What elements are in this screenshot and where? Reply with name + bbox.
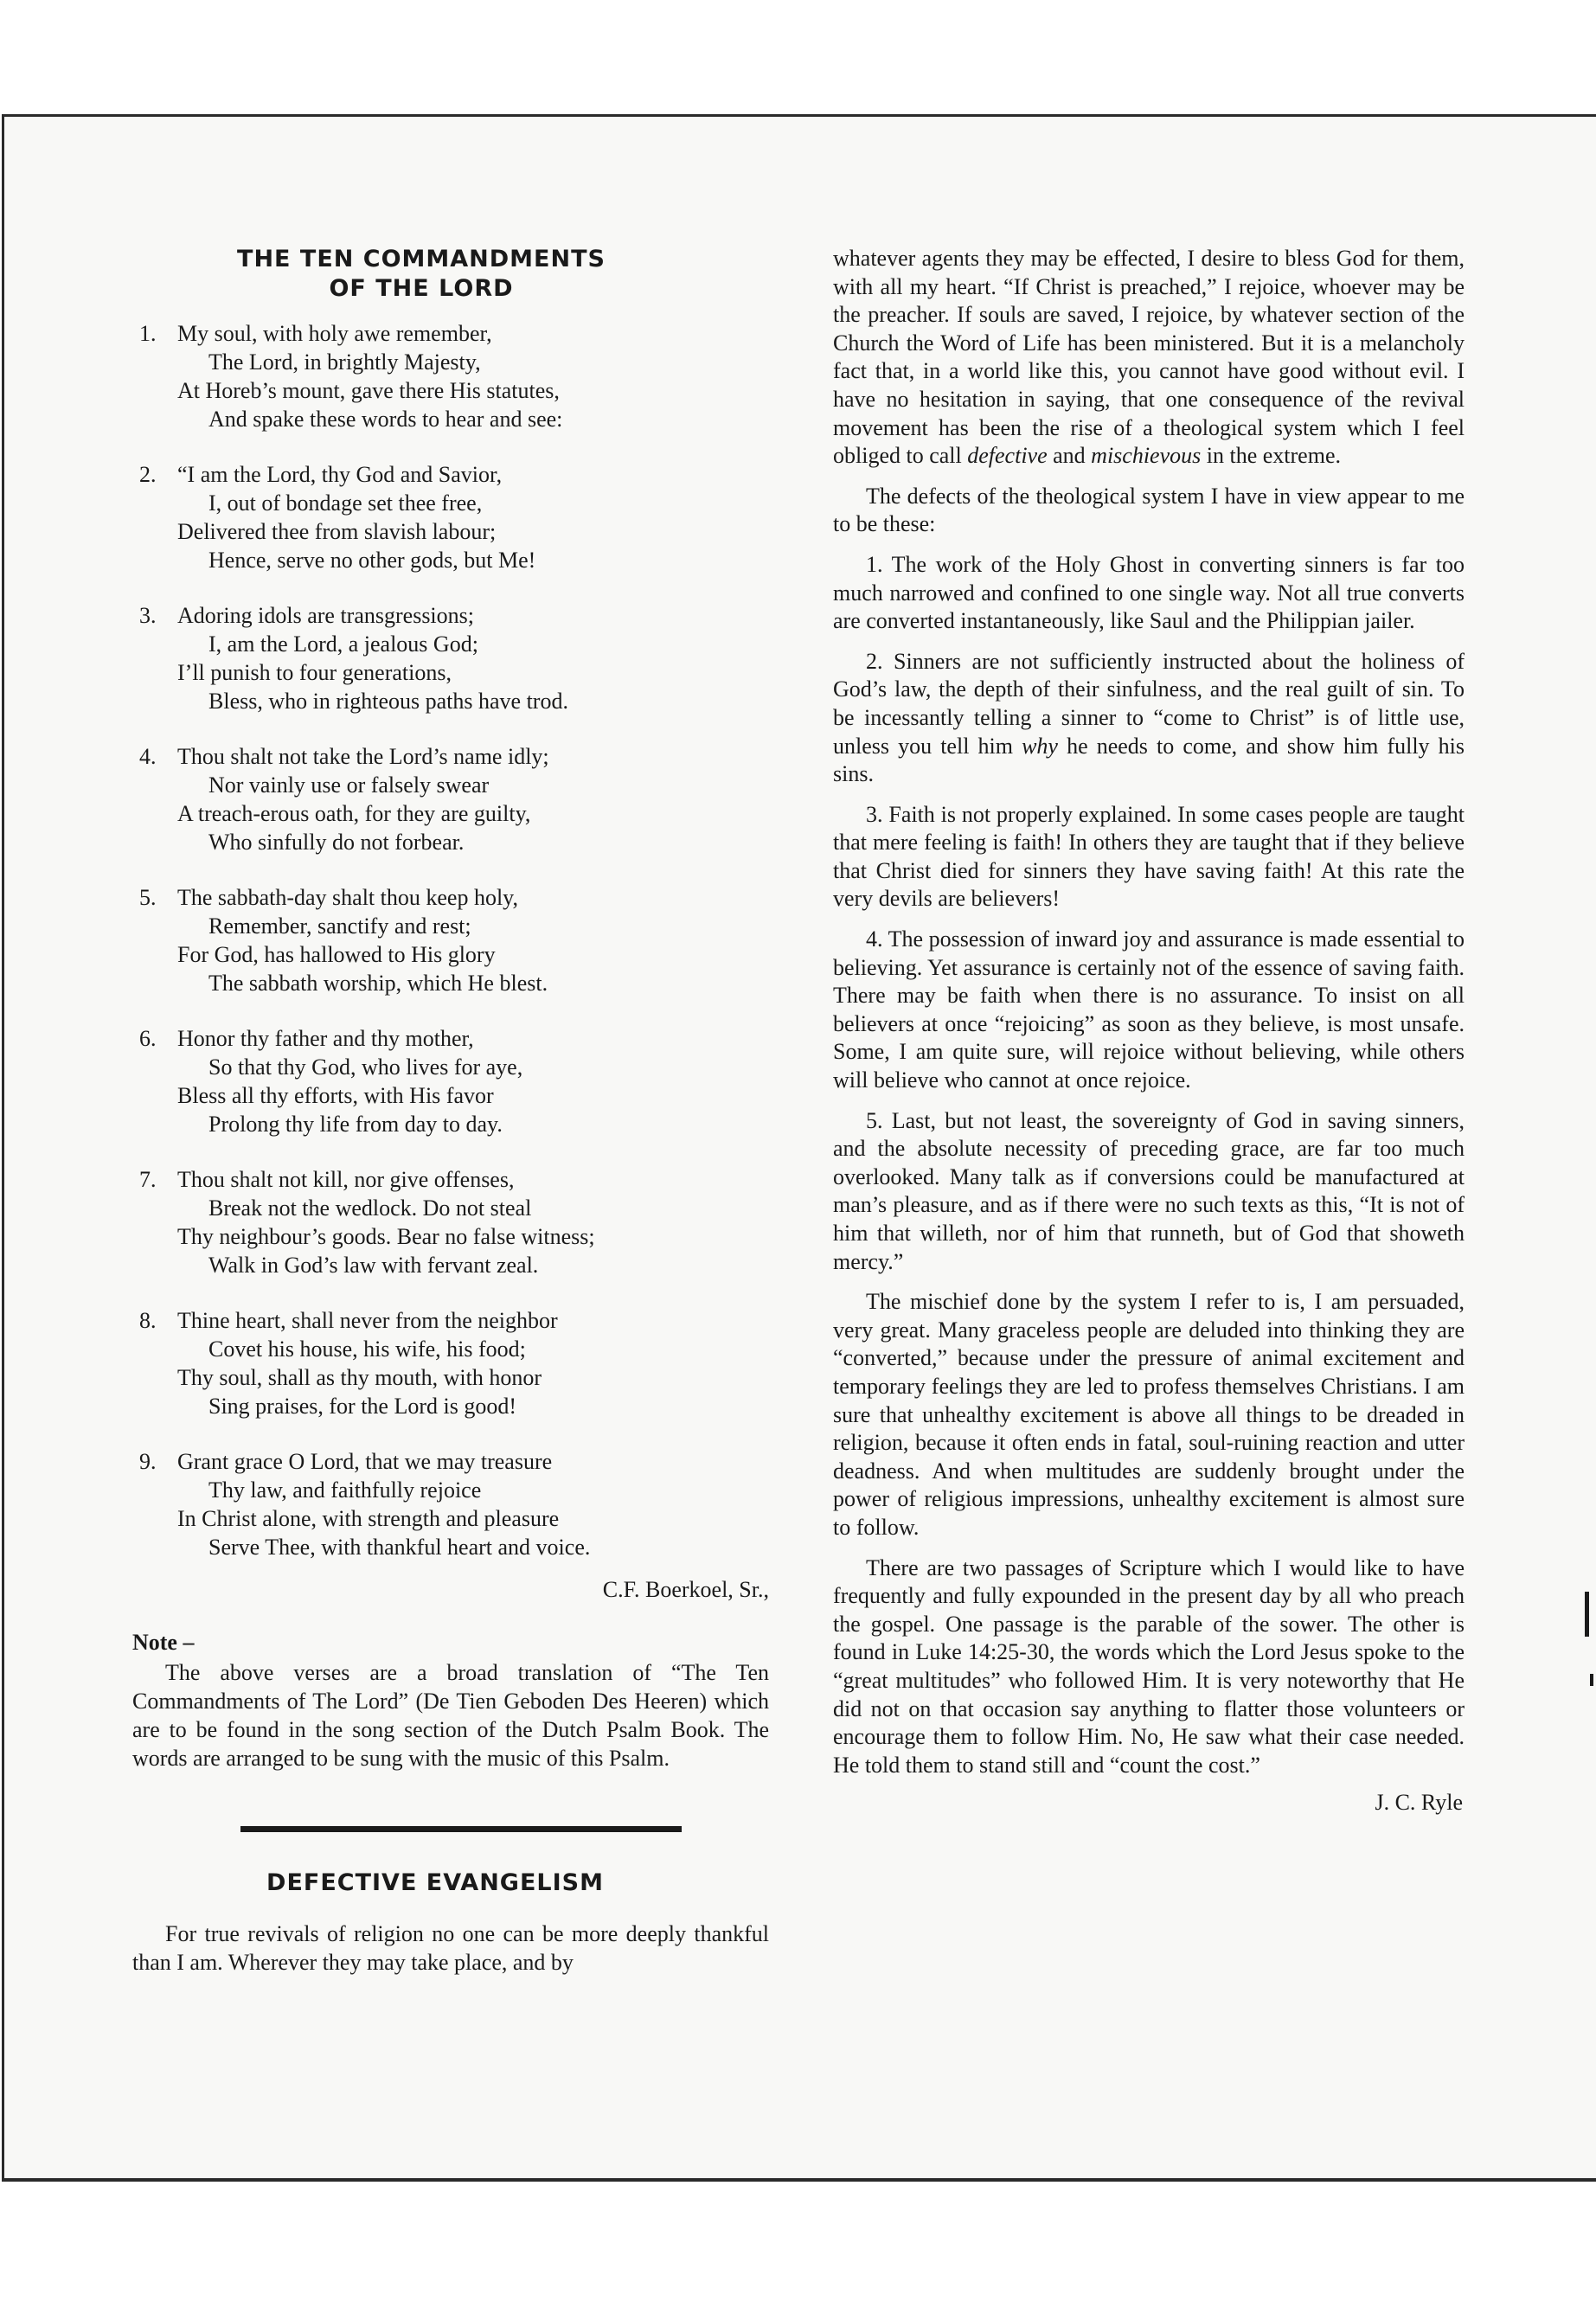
verse-line	[132, 828, 769, 856]
verse-number: 9.	[139, 1449, 157, 1474]
verse-line-text: My soul, with holy awe remember,	[177, 321, 492, 346]
commandments-title-line2: OF THE LORD	[329, 275, 514, 302]
verse-line	[132, 1533, 769, 1561]
verse	[132, 1306, 769, 1420]
verse-line	[132, 1110, 769, 1138]
verse-line	[132, 1392, 769, 1420]
verse-line-text: The sabbath worship, which He blest.	[208, 971, 548, 996]
verse-line	[132, 969, 769, 997]
verse	[132, 742, 769, 856]
mischief-paragraph: The mischief done by the system I refer to is, I am persuaded, very great. Many graceless people are deluded into thinking they are “converted,” because under the pressure of animal excitement and temporary feelings they are led to profess themselves Christians. I am sure that unhealthy excitement is above all things to be dreaded in religion, because it often ends in fatal, soul-ruining reaction and utter deadness. And when multitudes are suddenly brought under the power of religious impressions, unhealthy excitement is almost sure to follow.	[833, 1289, 1465, 1540]
verse	[132, 319, 769, 433]
defects-intro: The defects of the theological system I have in view appear to me to be these:	[833, 483, 1465, 537]
verse-number: 1.	[139, 321, 157, 346]
verse-line-text: Who sinfully do not forbear.	[208, 830, 465, 855]
verse-number: 8.	[139, 1308, 157, 1333]
verses-list	[132, 319, 769, 1561]
commandments-title-line1: THE TEN COMMANDMENTS	[237, 246, 606, 272]
verse-line-text: The sabbath-day shalt thou keep holy,	[177, 885, 518, 910]
verse-line	[132, 1165, 769, 1194]
verse-line-text: Adoring idols are transgressions;	[177, 603, 475, 628]
verse-line-text: Thy neighbour’s goods. Bear no false witness;	[177, 1224, 595, 1249]
verse-line	[132, 940, 769, 969]
section-divider	[240, 1826, 682, 1832]
verse-line	[132, 1363, 769, 1392]
note-text: The above verses are a broad translation of “The Ten Commandments of The Lord” (De Tien Geboden Des Heeren) which are to be found in the song section of the Dutch Psalm Book. The words are arranged to be sung with the music of this Psalm.	[132, 1660, 769, 1771]
verse-line	[132, 883, 769, 912]
verse-line-text: And spake these words to hear and see:	[208, 407, 563, 432]
verse-line	[132, 489, 769, 517]
verse-line	[132, 1335, 769, 1363]
verse-line-text: Covet his house, his wife, his food;	[208, 1336, 526, 1362]
verse-line-text: Bless, who in righteous paths have trod.	[208, 689, 568, 714]
verse-line-text: Thou shalt not take the Lord’s name idly;	[177, 744, 549, 769]
poem-signature: C.F. Boerkoel, Sr.,	[602, 1577, 769, 1602]
verse-line	[132, 658, 769, 687]
verse-line	[132, 630, 769, 658]
verse-line-text: Prolong thy life from day to day.	[208, 1112, 503, 1137]
verse-line-text: I’ll punish to four generations,	[177, 660, 452, 685]
verse-line	[132, 1194, 769, 1222]
verse-line-text: Serve Thee, with thankful heart and voice.	[208, 1535, 591, 1560]
defect-point-4: 4. The possession of inward joy and assurance is made essential to believing. Yet assurance is certainly not of the essence of saving faith. There may be faith when there is no assurance. To insist on all believers at once “rejoicing” as soon as they believe, is most unsafe. Some, I am quite sure, will rejoice without believing, while others will believe who cannot at once rejoice.	[833, 926, 1465, 1093]
verse-line-text: Grant grace O Lord, that we may treasure	[177, 1449, 553, 1474]
verse-line-text: I, am the Lord, a jealous God;	[208, 631, 478, 657]
verse-line-text: Thy law, and faithfully rejoice	[208, 1477, 482, 1503]
emphasis-defective: defective	[967, 443, 1048, 469]
verse-line-text: Hence, serve no other gods, but Me!	[208, 548, 536, 573]
verse	[132, 883, 769, 997]
verse-line	[132, 1053, 769, 1081]
emphasis-mischievous: mischievous	[1091, 443, 1202, 469]
verse-line	[132, 1251, 769, 1279]
verse-line	[132, 546, 769, 574]
scanned-page	[2, 114, 1596, 2182]
scripture-passages-paragraph: There are two passages of Scripture which I would like to have frequently and fully expounded in the present day by all who preach the gospel. One passage is the parable of the sower. The other is found in Luke 14:25-30, the words which the Lord Jesus spoke to the “great multitudes” who followed Him. It is very noteworthy that He did not on that occasion say anything to flatter those volunteers or encourage them to follow Him. No, He saw what their case needed. He told them to stand still and “count the cost.”	[833, 1554, 1465, 1778]
defect-point-5: 5. Last, but not least, the sovereignty of God in saving sinners, and the absolute necessity of preceding grace, are far too much overlooked. Many talk as if conversions could be manufactured at man’s pleasure, and as if there were no such texts as this, “It is not of him that willeth, nor of him that runneth, but of God that showeth mercy.”	[833, 1107, 1465, 1274]
verse-line-text: The Lord, in brightly Majesty,	[208, 349, 481, 375]
verse-line-text: Thine heart, shall never from the neighbor	[177, 1308, 558, 1333]
verse-line-text: Honor thy father and thy mother,	[177, 1026, 474, 1051]
verse-line	[132, 742, 769, 771]
point2-text-a: 2. Sinners are not sufficiently instructed about the holiness of God’s law, the depth of their sinfulness, and the real guilt of sin. To be incessantly telling a sinner to “come to Christ” is of little use, unless you tell him	[833, 648, 1465, 759]
verse-number: 5.	[139, 885, 157, 910]
verse-line-text: So that thy God, who lives for aye,	[208, 1054, 523, 1080]
continuation-and: and	[1053, 443, 1086, 469]
verse-number: 6.	[139, 1026, 157, 1051]
continuation-end: in the extreme.	[1206, 443, 1341, 469]
verse-number: 4.	[139, 744, 157, 769]
verse-line	[132, 1476, 769, 1504]
verse-line	[132, 1504, 769, 1533]
verse-number: 2.	[139, 462, 157, 487]
verse-line-text: I, out of bondage set thee free,	[208, 490, 483, 516]
verse-number: 7.	[139, 1167, 157, 1192]
evangelism-title: DEFECTIVE EVANGELISM	[266, 1869, 604, 1896]
verse-line	[132, 687, 769, 715]
verse-line	[132, 1081, 769, 1110]
verse-line	[132, 405, 769, 433]
commandments-title	[162, 245, 681, 304]
verse-line-text: For God, has hallowed to His glory	[177, 942, 496, 967]
evangelism-continuation	[833, 245, 1465, 471]
verse-line	[132, 460, 769, 489]
verse-line	[132, 912, 769, 940]
defect-point-1: 1. The work of the Holy Ghost in converting sinners is far too much narrowed and confined to one single way. Not all true converts are converted instantaneously, like Saul and the Philippian jailer.	[833, 551, 1465, 634]
verse-line	[132, 319, 769, 348]
verse-number: 3.	[139, 603, 157, 628]
continuation-text: whatever agents they may be effected, I desire to bless God for them, with all my heart. “If Christ is preached,” I rejoice, whoever may be the preacher. If souls are saved, I rejoice, by whatever section of the Church the Word of Life has been ministered. But it is a melancholy fact that, in a world like this, you cannot have good without evil. I have no hesitation in saying, that one consequence of the revival movement has been the rise of a theological system which I feel obliged to call	[833, 246, 1465, 469]
verse-line	[132, 1447, 769, 1476]
author-signature: J. C. Ryle	[1375, 1790, 1463, 1816]
verse-line-text: Sing praises, for the Lord is good!	[208, 1394, 517, 1419]
verse-line-text: Thy soul, shall as thy mouth, with honor	[177, 1365, 542, 1390]
verse-line	[132, 771, 769, 799]
verse	[132, 460, 769, 574]
verse-line-text: A treach-erous oath, for they are guilty,	[177, 801, 531, 826]
verse-line-text: Thou shalt not kill, nor give offenses,	[177, 1167, 515, 1192]
verse-line	[132, 517, 769, 546]
defect-point-3: 3. Faith is not properly explained. In some cases people are taught that mere feeling is faith! In others they are taught that if they believe that Christ died for sinners they have saving faith! At this rate the very devils are believers!	[833, 801, 1465, 912]
verse-line-text: In Christ alone, with strength and pleasure	[177, 1506, 560, 1531]
verse-line	[132, 376, 769, 405]
verse-line-text: Bless all thy efforts, with His favor	[177, 1083, 494, 1108]
verse	[132, 1165, 769, 1279]
verse-line	[132, 348, 769, 376]
verse-line	[132, 1222, 769, 1251]
verse-line	[132, 601, 769, 630]
verse-line-text: Walk in God’s law with fervant zeal.	[208, 1253, 539, 1278]
verse-line	[132, 799, 769, 828]
note-label: Note –	[132, 1630, 195, 1655]
verse-line	[132, 1024, 769, 1053]
right-column	[833, 245, 1465, 1817]
verse-line-text: Remember, sanctify and rest;	[208, 913, 471, 939]
verse-line-text: Nor vainly use or falsely swear	[208, 772, 490, 798]
verse-line-text: Delivered thee from slavish labour;	[177, 519, 497, 544]
scan-edge-mark	[1590, 1674, 1593, 1686]
verse-line-text: At Horeb’s mount, gave there His statutes,	[177, 378, 560, 403]
evangelism-intro: For true revivals of religion no one can be more deeply thankful than I am. Wherever they may take place, and by	[132, 1921, 769, 1975]
verse-line-text: Break not the wedlock. Do not steal	[208, 1195, 532, 1221]
verse-line	[132, 1306, 769, 1335]
point2-text-b: he needs to come, and show him fully his sins.	[833, 733, 1465, 787]
verse	[132, 1024, 769, 1138]
verse-line-text: “I am the Lord, thy God and Savior,	[177, 462, 503, 487]
emphasis-why: why	[1022, 733, 1058, 759]
verse	[132, 1447, 769, 1561]
verse	[132, 601, 769, 715]
left-column	[132, 245, 769, 1977]
defect-point-2	[833, 648, 1465, 789]
scan-edge-mark	[1585, 1592, 1589, 1637]
